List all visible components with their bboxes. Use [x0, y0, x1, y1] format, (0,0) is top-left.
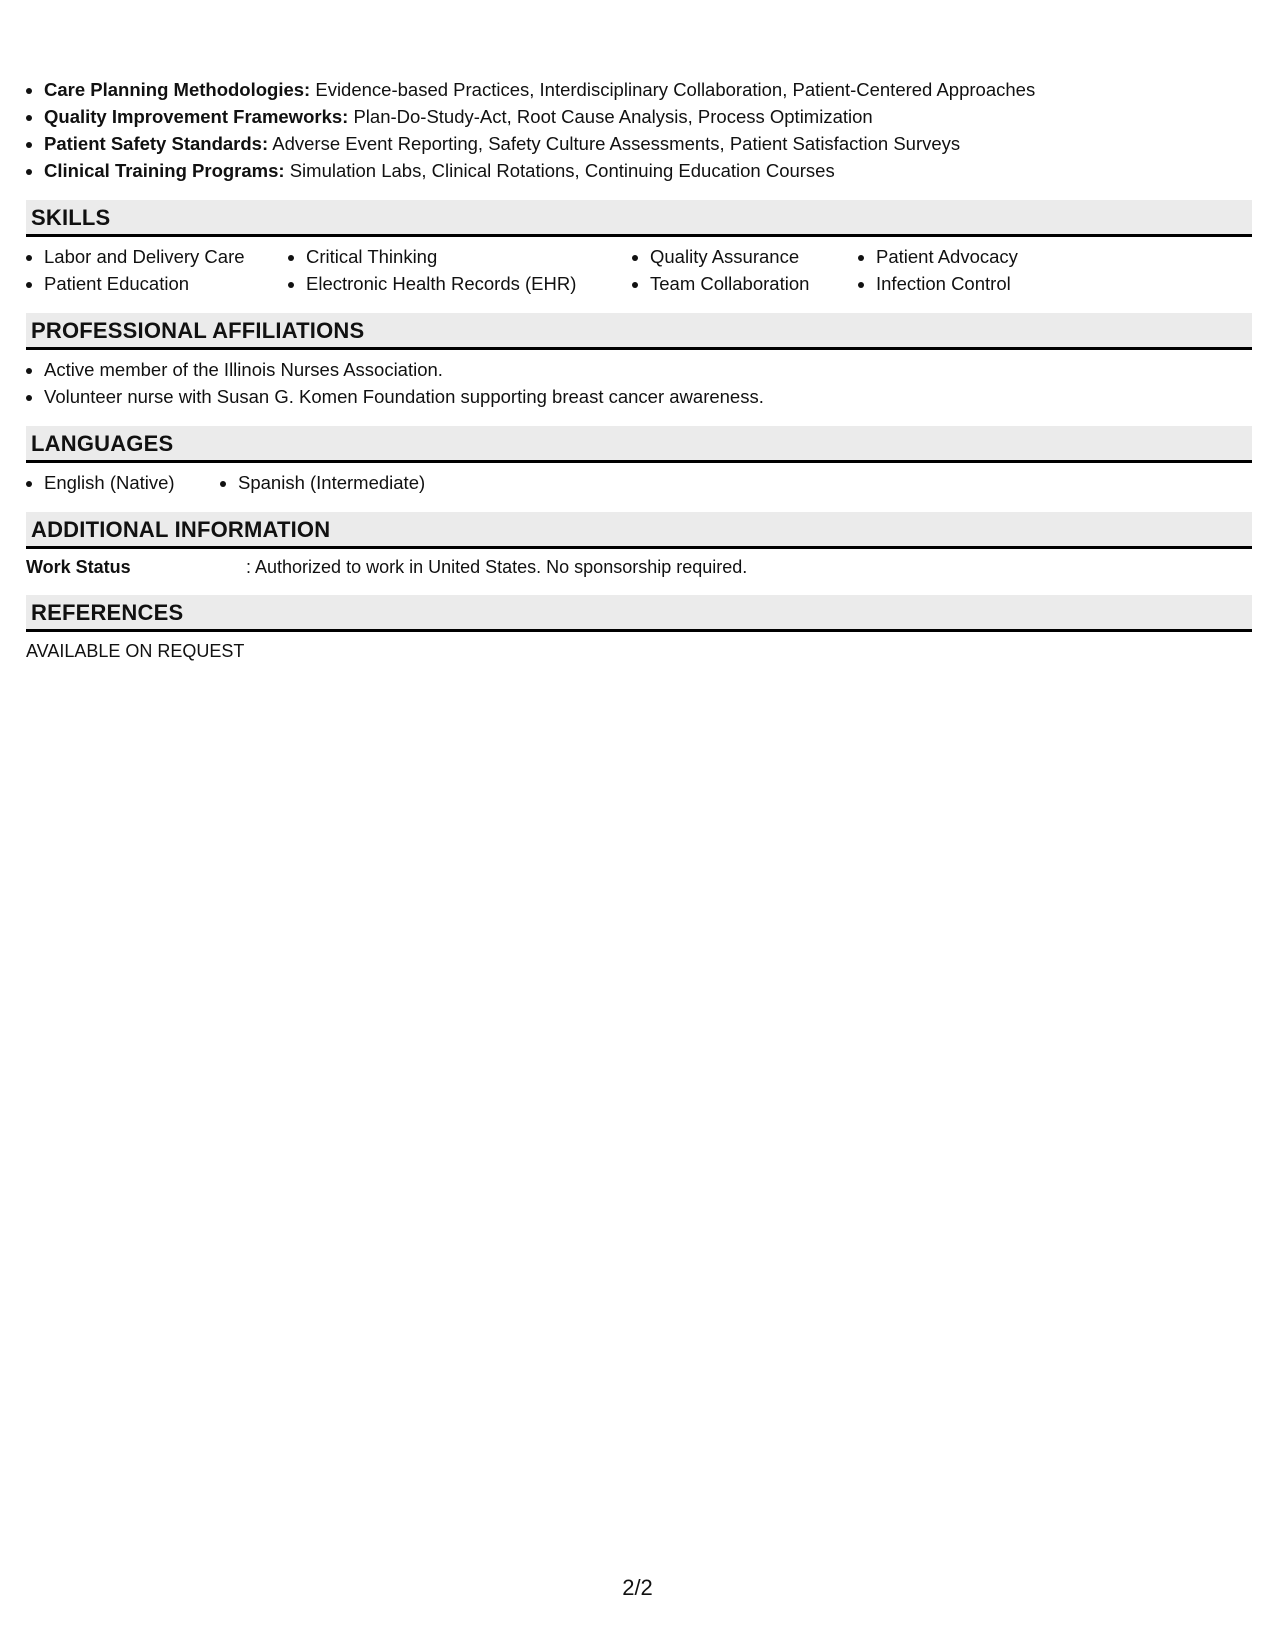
list-item — [44, 103, 1252, 130]
languages-column — [220, 469, 425, 496]
work-status-value: : Authorized to work in United States. No sponsorship required. — [246, 557, 748, 577]
skill-item: • Patient Advocacy — [876, 243, 1176, 270]
page-number: 2/2 — [622, 1575, 653, 1600]
skills-column — [632, 243, 826, 297]
item-text: Evidence-based Practices, Interdisciplinary Collaboration, Patient-Centered Approaches — [310, 79, 1036, 100]
skill-item: • Team Collaboration — [650, 270, 826, 297]
skill-item: • Electronic Health Records (EHR) — [306, 270, 602, 297]
languages-column — [26, 469, 194, 496]
skill-item: • Labor and Delivery Care — [44, 243, 256, 270]
list-item — [44, 76, 1252, 103]
item-lead: Clinical Training Programs: — [44, 160, 285, 181]
references-heading: REFERENCES — [26, 595, 1252, 632]
skill-item: • Quality Assurance — [650, 243, 826, 270]
skill-item: • Patient Education — [44, 270, 256, 297]
item-text: Plan-Do-Study-Act, Root Cause Analysis, Process Optimization — [348, 106, 873, 127]
item-lead: Quality Improvement Frameworks: — [44, 106, 349, 127]
skills-column — [26, 243, 256, 297]
work-status-row — [26, 554, 1252, 580]
language-item: • English (Native) — [44, 469, 194, 496]
frameworks-list — [26, 76, 1252, 184]
list-item — [44, 157, 1252, 184]
affiliations-heading: PROFESSIONAL AFFILIATIONS — [26, 313, 1252, 350]
skills-grid — [26, 243, 1252, 297]
resume-page — [26, 76, 1252, 664]
skill-item: • Critical Thinking — [306, 243, 602, 270]
skills-column — [288, 243, 602, 297]
languages-list — [26, 469, 1252, 496]
item-text: Adverse Event Reporting, Safety Culture Assessments, Patient Satisfaction Surveys — [268, 133, 961, 154]
skills-heading: SKILLS — [26, 200, 1252, 237]
additional-info-heading: ADDITIONAL INFORMATION — [26, 512, 1252, 549]
references-text: AVAILABLE ON REQUEST — [26, 641, 245, 661]
affiliation-item: • Volunteer nurse with Susan G. Komen Foundation supporting breast cancer awareness. — [44, 383, 1252, 410]
work-status-label: Work Status — [26, 557, 131, 577]
item-lead: Patient Safety Standards: — [44, 133, 269, 154]
item-text: Simulation Labs, Clinical Rotations, Continuing Education Courses — [284, 160, 835, 181]
language-item: • Spanish (Intermediate) — [238, 469, 425, 496]
skill-item: • Infection Control — [876, 270, 1176, 297]
affiliation-item: • Active member of the Illinois Nurses Association. — [44, 356, 1252, 383]
affiliations-list — [26, 356, 1252, 410]
item-lead: Care Planning Methodologies: — [44, 79, 311, 100]
skills-column — [858, 243, 1176, 297]
list-item — [44, 130, 1252, 157]
languages-heading: LANGUAGES — [26, 426, 1252, 463]
